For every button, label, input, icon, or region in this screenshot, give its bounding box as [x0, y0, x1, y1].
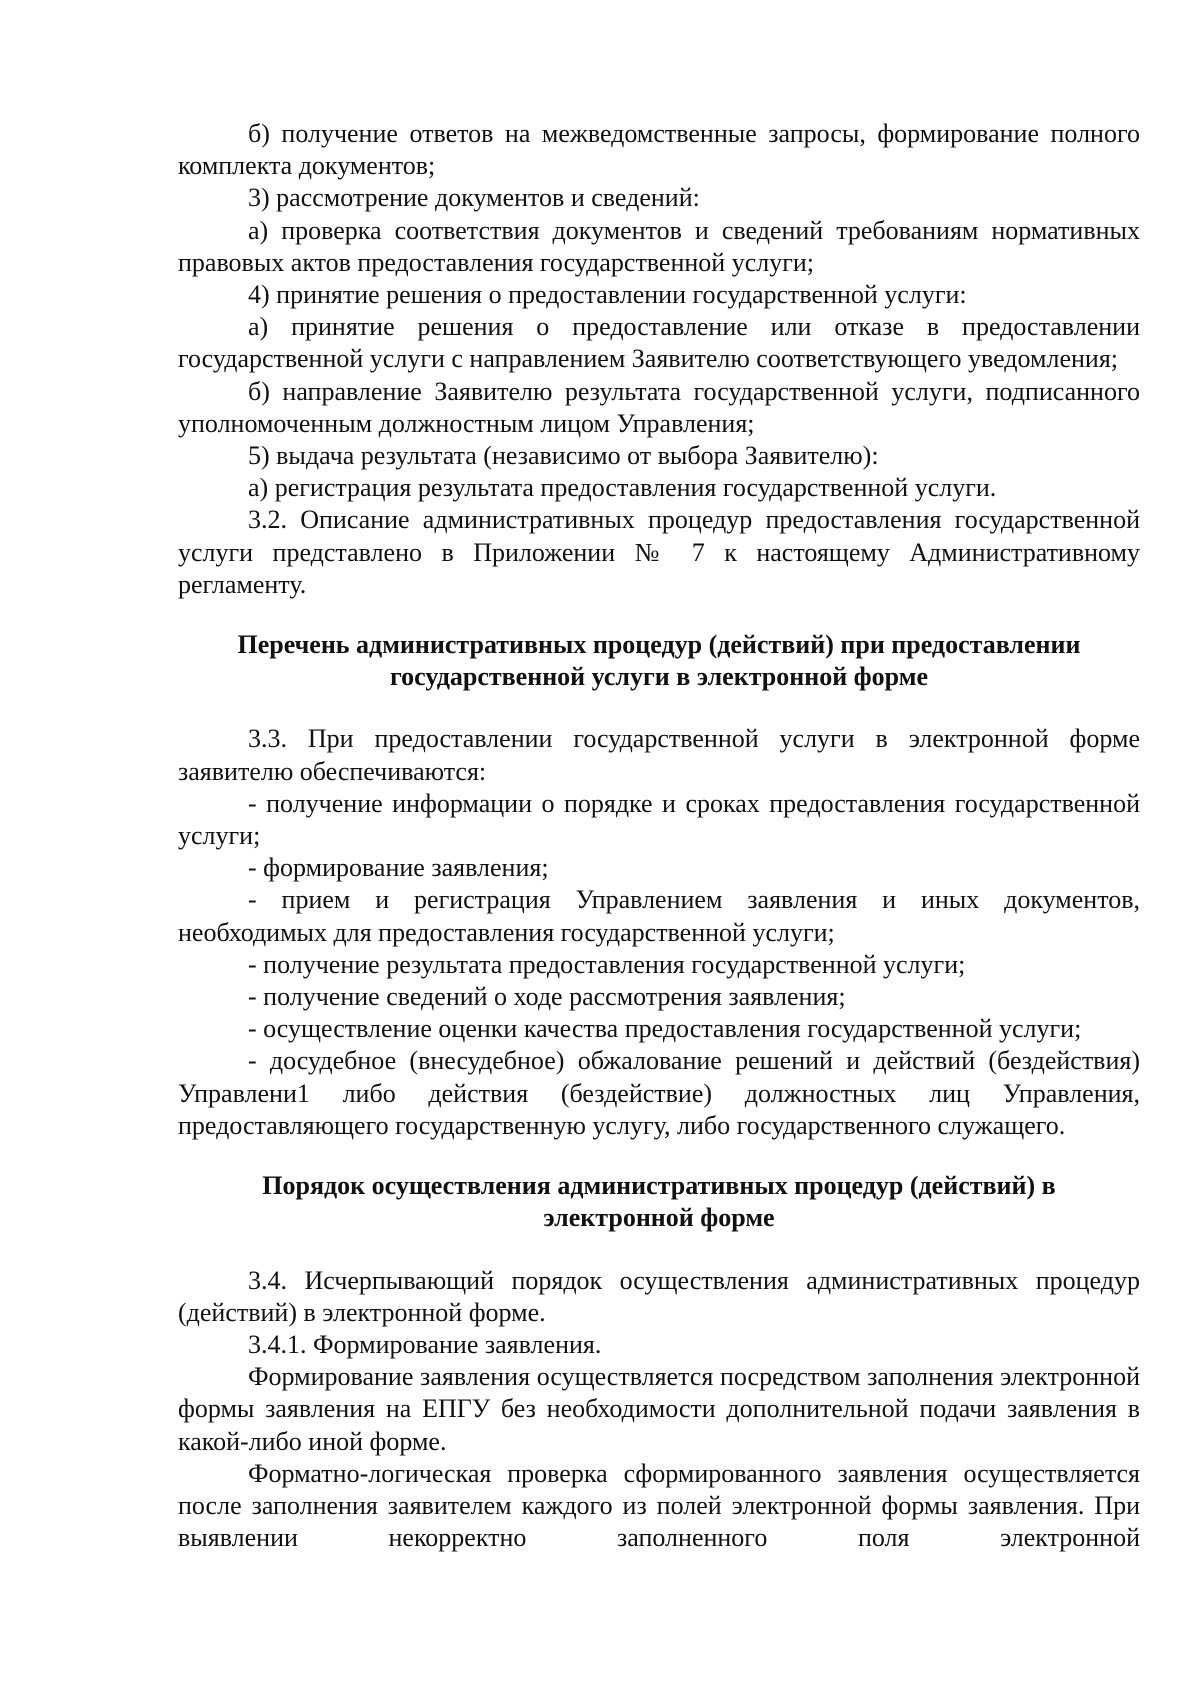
paragraph: 5) выдача результата (независимо от выбора Заявителю):	[248, 441, 879, 471]
list-item: - осуществление оценки качества предоставления государственной услуги;	[248, 1014, 1082, 1044]
heading-line: государственной услуги в электронной форме	[390, 662, 928, 692]
section-heading	[178, 1170, 1140, 1234]
section-body	[178, 1265, 1140, 1555]
paragraph: а) принятие решения о предоставление или отказе в предоставлении государственной услуги с направлением Заявителю соответствующего уведомления;	[178, 312, 1140, 374]
list-item: - досудебное (внесудебное) обжалование решений и действий (бездействия) Управлени1 либо действия (бездействие) должностных лиц Управления, предоставляющего государственную услугу, либо государственного служащего.	[178, 1046, 1140, 1140]
document-body	[178, 118, 1140, 1554]
paragraph: 3.2. Описание административных процедур предоставления государственной услуги представлено в Приложении № 7 к настоящему Административному регламенту.	[178, 505, 1140, 599]
list-item: - формирование заявления;	[248, 853, 549, 883]
heading-line: Перечень административных процедур (действий) при предоставлении	[237, 630, 1081, 660]
paragraph: 4) принятие решения о предоставлении государственной услуги:	[248, 280, 967, 310]
paragraph: Форматно-логическая проверка сформированного заявления осуществляется после заполнения заявителем каждого из полей электронной формы заявления. При выявлении некорректно заполненного поля электронной	[178, 1458, 1140, 1553]
paragraph: 3.3. При предоставлении государственной услуги в электронной форме заявителю обеспечиваются:	[178, 724, 1140, 786]
list-item: - получение информации о порядке и сроках предоставления государственной услуги;	[178, 788, 1140, 851]
section-body	[178, 723, 1140, 1142]
list-item: - прием и регистрация Управлением заявления и иных документов, необходимых для предоставления государственной услуги;	[178, 885, 1140, 947]
paragraph: 3.4. Исчерпывающий порядок осуществления административных процедур (действий) в электронной форме.	[178, 1265, 1140, 1327]
paragraph: б) получение ответов на межведомственные запросы, формирование полного комплекта документов;	[178, 119, 1140, 181]
paragraph: 3) рассмотрение документов и сведений:	[248, 183, 700, 213]
paragraph: б) направление Заявителю результата государственной услуги, подписанного уполномоченным должностным лицом Управления;	[178, 376, 1140, 438]
list-item: - получение результата предоставления государственной услуги;	[248, 949, 966, 979]
paragraph: а) регистрация результата предоставления государственной услуги.	[248, 473, 997, 503]
paragraph: а) проверка соответствия документов и сведений требованиям нормативных правовых актов предоставления государственной услуги;	[178, 215, 1140, 277]
paragraph: 3.4.1. Формирование заявления.	[248, 1329, 602, 1359]
heading-line: Порядок осуществления административных процедур (действий) в	[262, 1171, 1056, 1201]
list-item: - получение сведений о ходе рассмотрения заявления;	[248, 982, 846, 1012]
paragraph: Формирование заявления осуществляется посредством заполнения электронной формы заявления на ЕПГУ без необходимости дополнительной подачи заявления в какой-либо иной форме.	[178, 1362, 1140, 1456]
heading-line: электронной форме	[543, 1203, 775, 1233]
section-heading	[178, 629, 1140, 693]
